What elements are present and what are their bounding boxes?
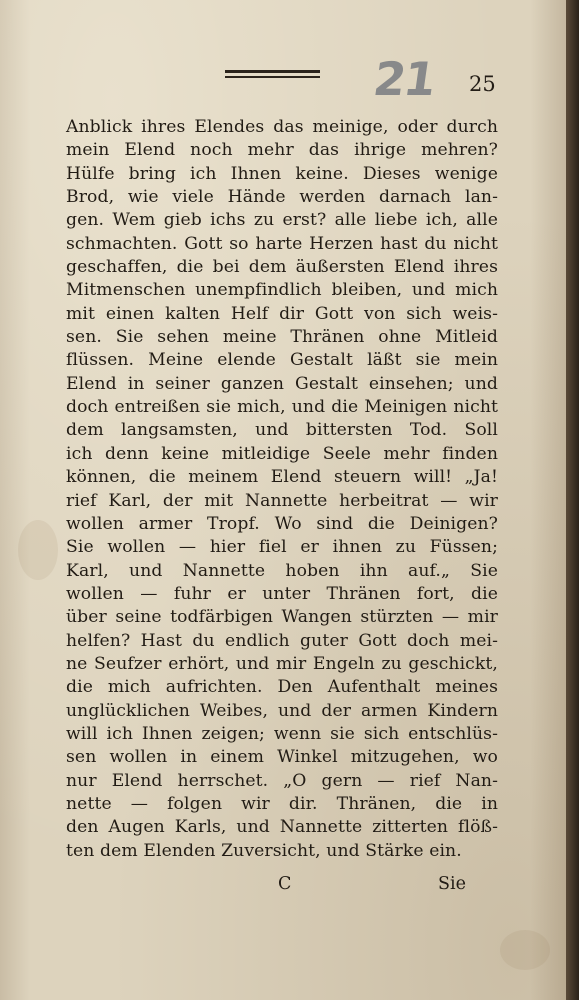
body-text bbox=[66, 116, 498, 863]
text-line: mein Elend noch mehr das ihrige mehren? bbox=[66, 140, 498, 161]
text-line: helfen? Hast du endlich guter Gott doch mei- bbox=[66, 630, 498, 651]
text-line: will ich Ihnen zeigen; wenn sie sich entschlüs- bbox=[66, 723, 498, 744]
text-line: geschaffen, die bei dem äußersten Elend ihres bbox=[66, 257, 498, 278]
text-line: schmachten. Gott so harte Herzen hast du nicht bbox=[66, 233, 498, 254]
text-line: wollen — fuhr er unter Thränen fort, die bbox=[66, 583, 498, 604]
text-line: Elend in seiner ganzen Gestalt einsehen; und bbox=[66, 373, 498, 394]
text-line: Anblick ihres Elendes das meinige, oder durch bbox=[66, 117, 498, 137]
page-number: 25 bbox=[469, 72, 496, 96]
text-line: sen. Sie sehen meine Thränen ohne Mitleid bbox=[66, 327, 498, 348]
rule-line bbox=[225, 76, 320, 78]
text-line: können, die meinem Elend steuern will! „Ja! bbox=[66, 467, 498, 488]
text-line: rief Karl, der mit Nannette herbeitrat — wir bbox=[66, 490, 498, 511]
text-line: Karl, und Nannette hoben ihn auf.„ Sie bbox=[66, 560, 498, 581]
catchword: Sie bbox=[438, 874, 466, 894]
paper-stain bbox=[18, 520, 58, 580]
text-line: unglücklichen Weibes, und der armen Kindern bbox=[66, 700, 498, 721]
text-line: doch entreißen sie mich, und die Meinigen nicht bbox=[66, 397, 498, 418]
paper-stain bbox=[500, 930, 550, 970]
text-line: nette — folgen wir dir. Thränen, die in bbox=[66, 793, 498, 814]
text-line: dem langsamsten, und bittersten Tod. Soll bbox=[66, 420, 498, 441]
text-line: den Augen Karls, und Nannette zitterten flöß- bbox=[66, 817, 498, 838]
text-line: ich denn keine mitleidige Seele mehr finden bbox=[66, 443, 498, 464]
text-line: flüssen. Meine elende Gestalt läßt sie mein bbox=[66, 350, 498, 371]
header-ornament-rule bbox=[225, 68, 320, 80]
text-line: ne Seufzer erhört, und mir Engeln zu geschickt, bbox=[66, 653, 498, 674]
book-binding-edge bbox=[566, 0, 579, 1000]
pencil-manuscript-mark: 21 bbox=[370, 52, 438, 106]
text-line: die mich aufrichten. Den Aufenthalt meines bbox=[66, 677, 498, 698]
text-line: über seine todfärbigen Wangen stürzten — mir bbox=[66, 607, 498, 628]
text-line: mit einen kalten Helf dir Gott von sich weis- bbox=[66, 303, 498, 324]
signature-mark: C bbox=[278, 874, 292, 894]
text-line: Hülfe bring ich Ihnen keine. Dieses wenige bbox=[66, 163, 498, 184]
text-line: Sie wollen — hier fiel er ihnen zu Füssen; bbox=[66, 537, 498, 558]
text-line: Brod, wie viele Hände werden darnach lan- bbox=[66, 187, 498, 208]
text-line: gen. Wem gieb ichs zu erst? alle liebe ich, alle bbox=[66, 210, 498, 231]
text-line: ten dem Elenden Zuversicht, und Stärke ein. bbox=[66, 840, 462, 861]
text-line: sen wollen in einem Winkel mitzugehen, wo bbox=[66, 747, 498, 768]
rule-line bbox=[225, 70, 320, 73]
text-line: nur Elend herrschet. „O gern — rief Nan- bbox=[66, 770, 498, 791]
text-line: Mitmenschen unempfindlich bleiben, und mich bbox=[66, 280, 498, 301]
text-line: wollen armer Tropf. Wo sind die Deinigen? bbox=[66, 513, 498, 534]
